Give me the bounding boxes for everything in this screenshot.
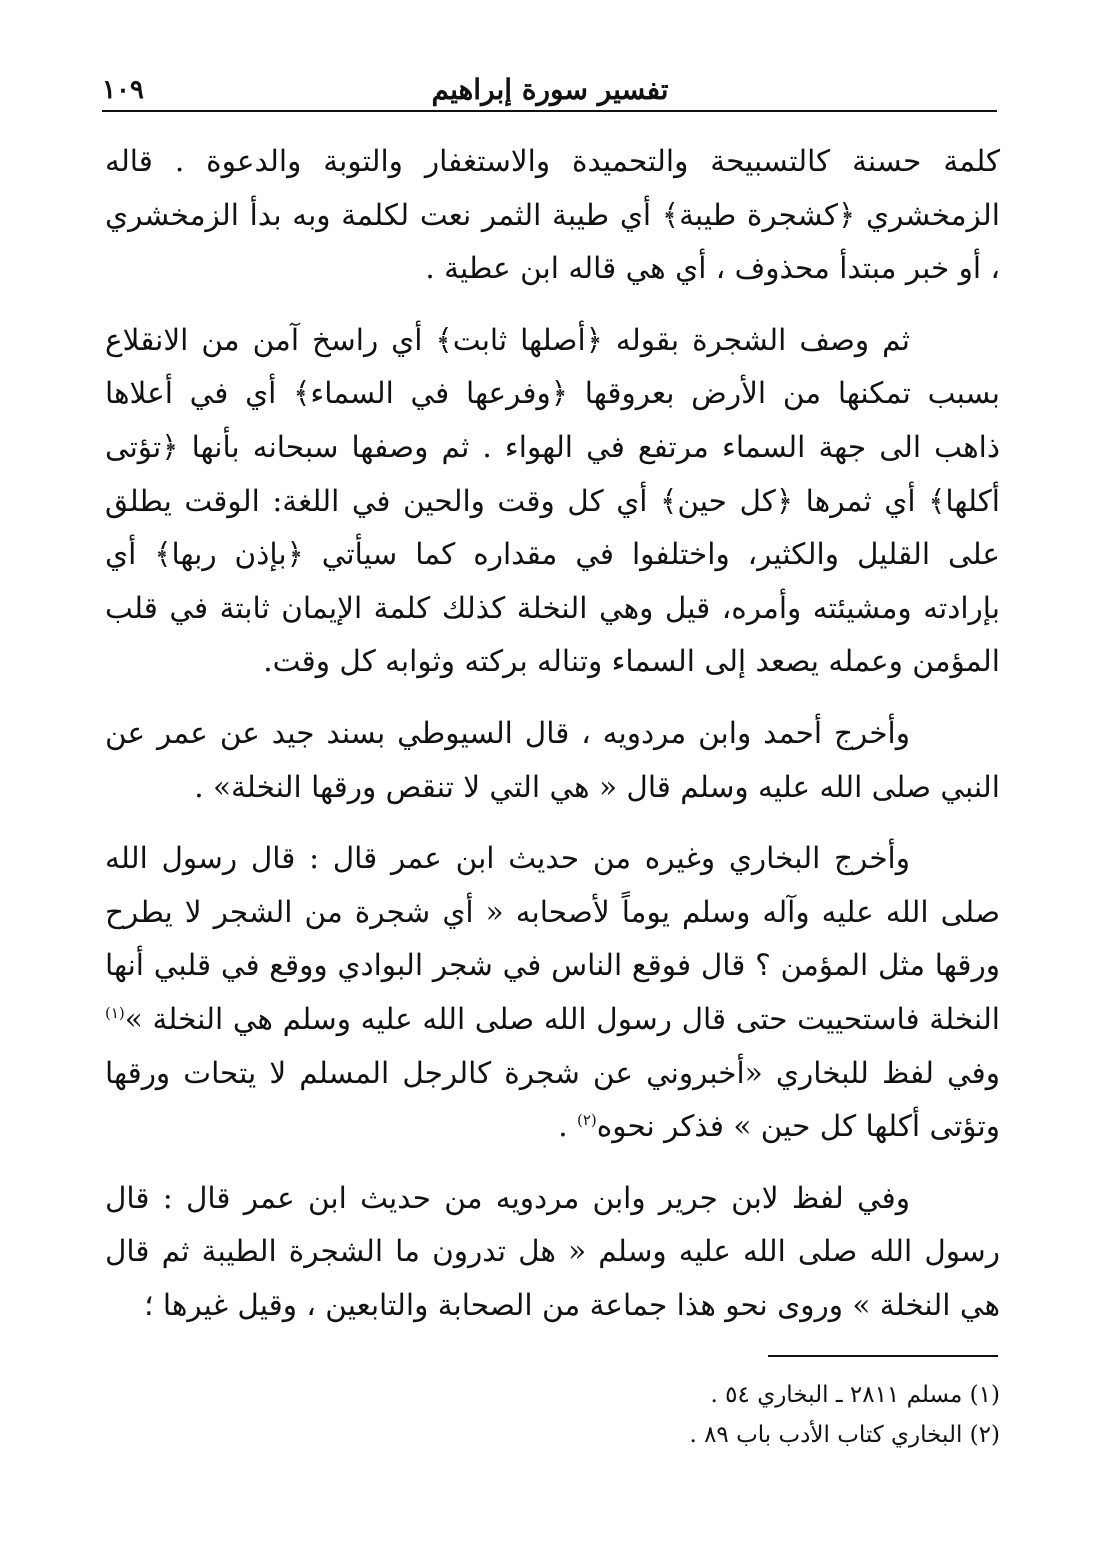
footnote-ref-1: (١): [105, 1004, 125, 1023]
footnote-ref-2: (٢): [576, 1111, 597, 1130]
header-divider: [102, 110, 997, 112]
footnotes: [400, 1375, 1000, 1455]
page-number: ١٠٩: [102, 75, 144, 105]
paragraph-2: ثم وصف الشجرة بقوله ﴿أصلها ثابت﴾ أي راسخ آمن من الانقلاع بسبب تمكنها من الأرض بعروقها ﴿وفرعها في السماء﴾ أي في أعلاها ذاهب الى جهة السماء مرتفع في الهواء . ثم وصفها سبحانه بأنها ﴿تؤتى أكلها﴾ أي ثمرها ﴿كل حين﴾ أي كل وقت والحين في اللغة: الوقت يطلق على القليل والكثير، واختلفوا في مقداره كما سيأتي ﴿بإذن ربها﴾ أي بإرادته ومشيئته وأمره، قيل وهي النخلة كذلك كلمة الإيمان ثابتة في قلب المؤمن وعمله يصعد إلى السماء وتناله بركته وثوابه كل وقت.: [105, 322, 1000, 679]
running-header-title: تفسير سورة إبراهيم: [431, 73, 669, 106]
paragraph-3: وأخرج أحمد وابن مردويه ، قال السيوطي بسند جيد عن عمر عن النبي صلى الله عليه وسلم قال « هي التي لا تنقص ورقها النخلة» .: [105, 715, 1000, 804]
paragraph-5: وفي لفظ لابن جرير وابن مردويه من حديث ابن عمر قال : قال رسول الله صلى الله عليه وسلم « هل تدرون ما الشجرة الطيبة ثم قال هي النخلة » وروى نحو هذا جماعة من الصحابة والتابعين ، وقيل غيرها ؛: [105, 1180, 1000, 1322]
paragraph-4-text-b: وفي لفظ للبخاري «أخبروني عن شجرة كالرجل المسلم لا يتحات ورقها وتؤتى أكلها كل حين » فذكر نحوه: [105, 1055, 1000, 1144]
footnote-divider: [768, 1355, 998, 1357]
footnote-1: (١) مسلم ٢٨١١ ـ البخاري ٥٤ .: [710, 1382, 1000, 1408]
paragraph-1: كلمة حسنة كالتسبيحة والتحميدة والاستغفار والتوبة والدعوة . قاله الزمخشري ﴿كشجرة طيبة﴾ أي طيبة الثمر نعت لكلمة وبه بدأ الزمخشري ، أو خبر مبتدأ محذوف ، أي هي قاله ابن عطية .: [105, 144, 1000, 286]
paragraph-4: [105, 832, 1000, 1154]
footnote-2: (٢) البخاري كتاب الأدب باب ٨٩ .: [689, 1422, 1000, 1448]
main-text: [105, 135, 1000, 1350]
paragraph-4-end: .: [558, 1109, 577, 1144]
paragraph-4-text-a: وأخرج البخاري وغيره من حديث ابن عمر قال : قال رسول الله صلى الله عليه وآله وسلم يوماً لأصحابه « أي شجرة من الشجر لا يطرح ورقها مثل المؤمن ؟ قال فوقع الناس في شجر البوادي ووقع في قلبي أنها النخلة فاستحييت حتى قال رسول الله صلى الله عليه وسلم هي النخلة »: [105, 841, 1000, 1036]
